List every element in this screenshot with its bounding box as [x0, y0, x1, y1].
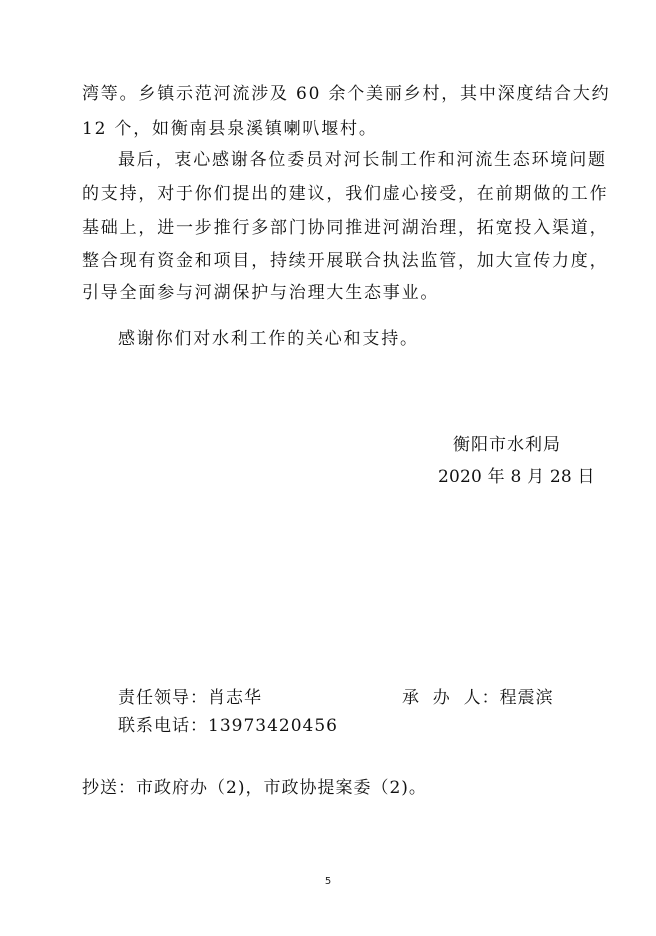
page-number: 5	[324, 876, 332, 887]
body-line-4: 的支持，对于你们提出的建议，我们虚心接受，在前期做的工作	[82, 184, 609, 204]
body-line-1: 湾等。乡镇示范河流涉及 60 余个美丽乡村，其中深度结合大约	[82, 84, 611, 104]
body-line-3: 最后，衷心感谢各位委员对河长制工作和河流生态环境问题	[118, 150, 607, 170]
closing-thanks: 感谢你们对水利工作的关心和支持。	[118, 329, 419, 349]
contact-phone: 联系电话：13973420456	[118, 716, 338, 736]
body-line-6: 整合现有资金和项目，持续开展联合执法监管，加大宣传力度，	[82, 251, 609, 271]
responsible-leader: 责任领导：肖志华	[118, 688, 262, 708]
body-line-7: 引导全面参与河湖保护与治理大生态事业。	[82, 283, 440, 303]
body-line-5: 基础上，进一步推行多部门协同推进河湖治理，拓宽投入渠道，	[82, 218, 609, 238]
handler: 承 办 人：程震滨	[402, 688, 554, 708]
cc-line: 抄送：市政府办（2)，市政协提案委（2)。	[82, 778, 427, 798]
body-line-2: 12 个，如衡南县泉溪镇喇叭堰村。	[82, 119, 378, 139]
signature-date: 2020 年 8 月 28 日	[438, 467, 595, 487]
signature-organization: 衡阳市水利局	[453, 435, 561, 455]
